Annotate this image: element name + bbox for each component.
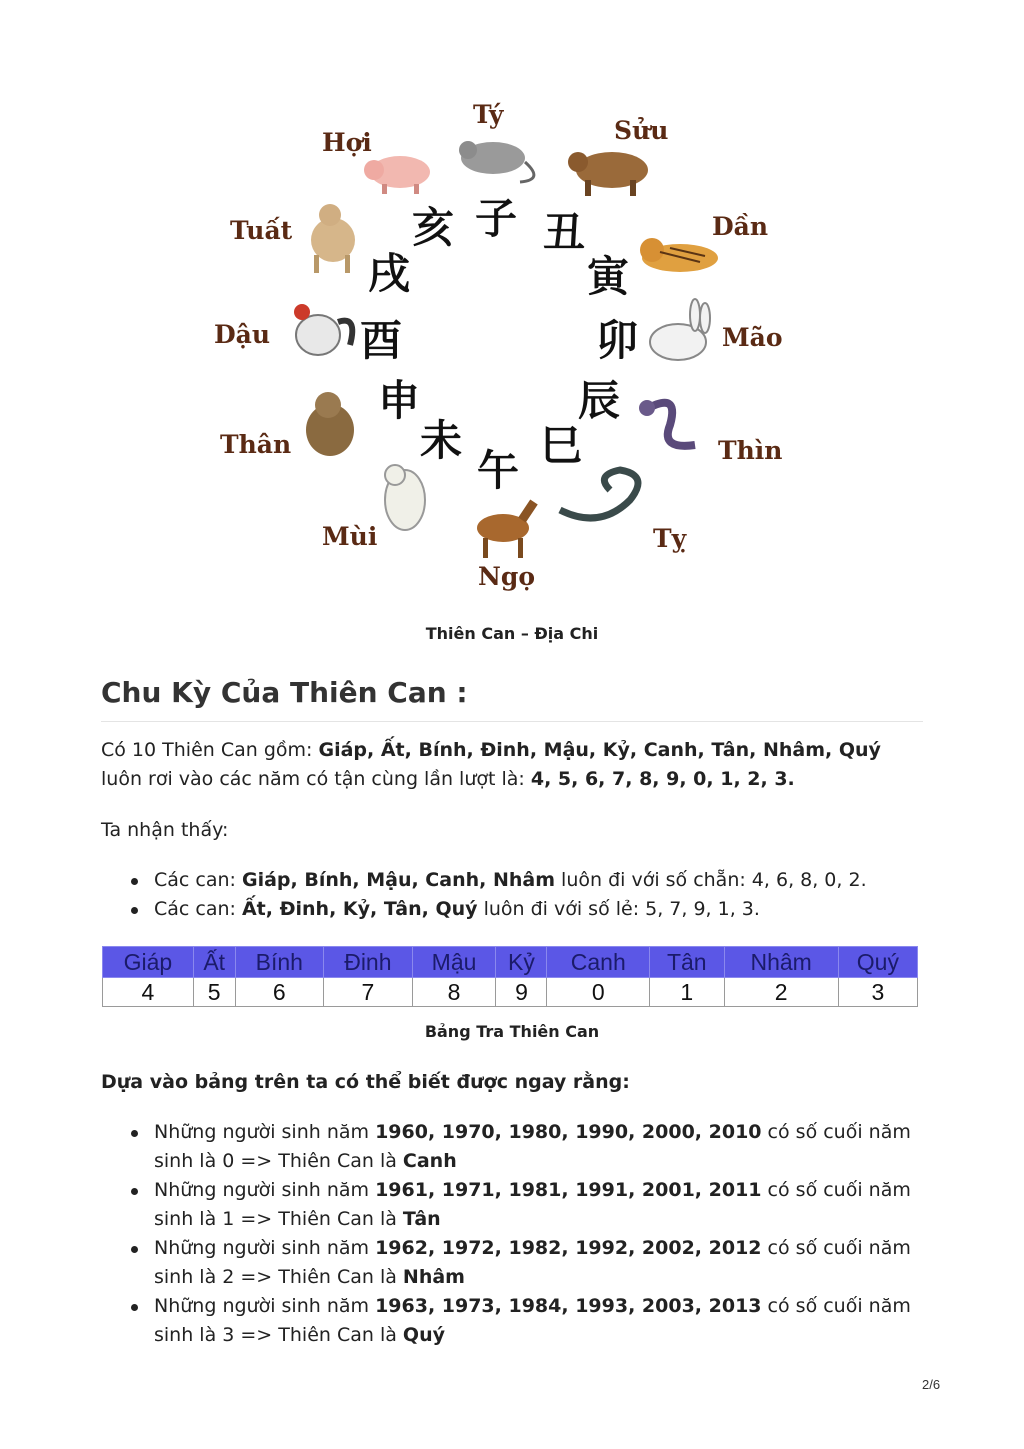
table-cell: 3 [838,978,917,1007]
table-cell: 0 [547,978,650,1007]
thien-can-table [102,946,918,1007]
table-header-cell: Giáp [103,947,194,978]
even-can-list: Giáp, Bính, Mậu, Canh, Nhâm [241,869,555,891]
list-item [101,1234,931,1292]
rabbit-icon [650,299,710,360]
rooster-icon [294,304,352,355]
table-header-cell: Nhâm [724,947,838,978]
pig-icon [364,156,430,194]
item-years: 1960, 1970, 1980, 1990, 2000, 2010 [375,1121,762,1143]
table-caption: Bảng Tra Thiên Can [424,1022,600,1041]
goat-icon [385,465,425,530]
odd-prefix: Các can: [154,898,242,920]
table-cell: 5 [193,978,235,1007]
branch-char-hai: 亥 [412,203,455,252]
zodiac-label-suu-ox: Sửu [614,116,669,145]
conclusion-list [101,1118,931,1350]
branch-char-wei: 未 [420,416,463,465]
zodiac-label-hoi-pig: Hợi [322,128,372,157]
item-middle: có số cuối năm sinh là 1 => Thiên Can là [154,1179,911,1230]
item-prefix: Những người sinh năm [154,1179,376,1201]
monkey-icon [306,392,354,456]
tiger-icon [640,238,718,272]
zodiac-label-thin-dragon: Thìn [718,436,783,465]
zodiac-label-ty-snake: Tỵ [653,524,687,553]
section-heading: Chu Kỳ Của Thiên Can : [101,676,923,722]
figure-caption: Thiên Can – Địa Chi [425,624,599,643]
zodiac-animals-illustration [200,90,800,605]
zodiac-label-dau-rooster: Dậu [214,320,271,349]
dog-icon [311,204,355,273]
branch-char-you: 酉 [360,316,403,365]
item-middle: có số cuối năm sinh là 2 => Thiên Can là [154,1237,911,1288]
observation-paragraph: Ta nhận thấy: [101,819,229,841]
conclusion-heading: Dựa vào bảng trên ta có thể biết được ngay rằng: [101,1071,630,1093]
zodiac-label-ngo-horse: Ngọ [478,562,536,591]
table-header-row [103,947,918,978]
intro-paragraph [101,736,923,794]
zodiac-label-mui-goat: Mùi [322,522,378,551]
item-prefix: Những người sinh năm [154,1295,376,1317]
zodiac-label-than-monkey: Thân [220,430,292,459]
list-item-even [101,866,931,895]
zodiac-label-mao-rabbit: Mão [722,323,783,352]
branch-char-chou: 丑 [543,208,586,257]
item-can: Quý [402,1324,445,1346]
table-cell: 8 [412,978,496,1007]
item-can: Nhâm [402,1266,465,1288]
branch-char-si: 巳 [540,421,583,470]
list-item [101,1292,931,1350]
item-can: Tân [402,1208,441,1230]
table-header-cell: Quý [838,947,917,978]
item-middle: có số cuối năm sinh là 3 => Thiên Can là [154,1295,911,1346]
table-row [103,978,918,1007]
branch-char-shen: 申 [378,376,421,425]
zodiac-label-ty-rat: Tý [473,100,504,129]
item-years: 1961, 1971, 1981, 1991, 2001, 2011 [375,1179,762,1201]
page-number: 2/6 [922,1377,941,1392]
table-header-cell: Tân [650,947,724,978]
even-prefix: Các can: [154,869,242,891]
item-years: 1963, 1973, 1984, 1993, 2003, 2013 [375,1295,762,1317]
ox-icon [568,152,648,196]
item-prefix: Những người sinh năm [154,1237,376,1259]
table-cell: 1 [650,978,724,1007]
table-cell: 9 [496,978,547,1007]
list-item [101,1118,931,1176]
list-item-odd [101,895,931,924]
intro-can-list: Giáp, Ất, Bính, Đinh, Mậu, Kỷ, Canh, Tân, Nhâm, Quý [318,739,881,761]
rat-icon [459,141,534,182]
table-cell: 4 [103,978,194,1007]
item-years: 1962, 1972, 1982, 1992, 2002, 2012 [375,1237,762,1259]
branch-char-xu: 戌 [368,249,411,298]
item-prefix: Những người sinh năm [154,1121,376,1143]
intro-digit-list: 4, 5, 6, 7, 8, 9, 0, 1, 2, 3. [530,768,795,790]
table-header-cell: Mậu [412,947,496,978]
branch-char-chen: 辰 [578,376,621,425]
horse-icon [477,502,534,558]
item-middle: có số cuối năm sinh là 0 => Thiên Can là [154,1121,911,1172]
table-cell: 6 [235,978,324,1007]
table-header-cell: Ất [193,947,235,978]
intro-prefix: Có 10 Thiên Can gồm: [101,739,319,761]
odd-suffix: luôn đi với số lẻ: 5, 7, 9, 1, 3. [477,898,760,920]
zodiac-label-tuat-dog: Tuất [230,216,293,245]
intro-middle: luôn rơi vào các năm có tận cùng lần lượt là: [101,768,531,790]
parity-list [101,866,931,924]
zodiac-wheel-figure [200,90,800,605]
dragon-icon [639,400,695,446]
branch-char-wu: 午 [477,446,520,495]
branch-char-mao: 卯 [596,316,639,365]
table-header-cell: Đinh [324,947,413,978]
table-cell: 2 [724,978,838,1007]
item-can: Canh [402,1150,457,1172]
even-suffix: luôn đi với số chẵn: 4, 6, 8, 0, 2. [555,869,867,891]
list-item [101,1176,931,1234]
table-header-cell: Kỷ [496,947,547,978]
zodiac-label-dan-tiger: Dần [712,212,769,241]
snake-icon [560,470,638,518]
table-cell: 7 [324,978,413,1007]
table-header-cell: Bính [235,947,324,978]
odd-can-list: Ất, Đinh, Kỷ, Tân, Quý [241,898,478,920]
branch-char-yin: 寅 [587,252,630,301]
table-header-cell: Canh [547,947,650,978]
branch-char-zi: 子 [475,194,518,243]
